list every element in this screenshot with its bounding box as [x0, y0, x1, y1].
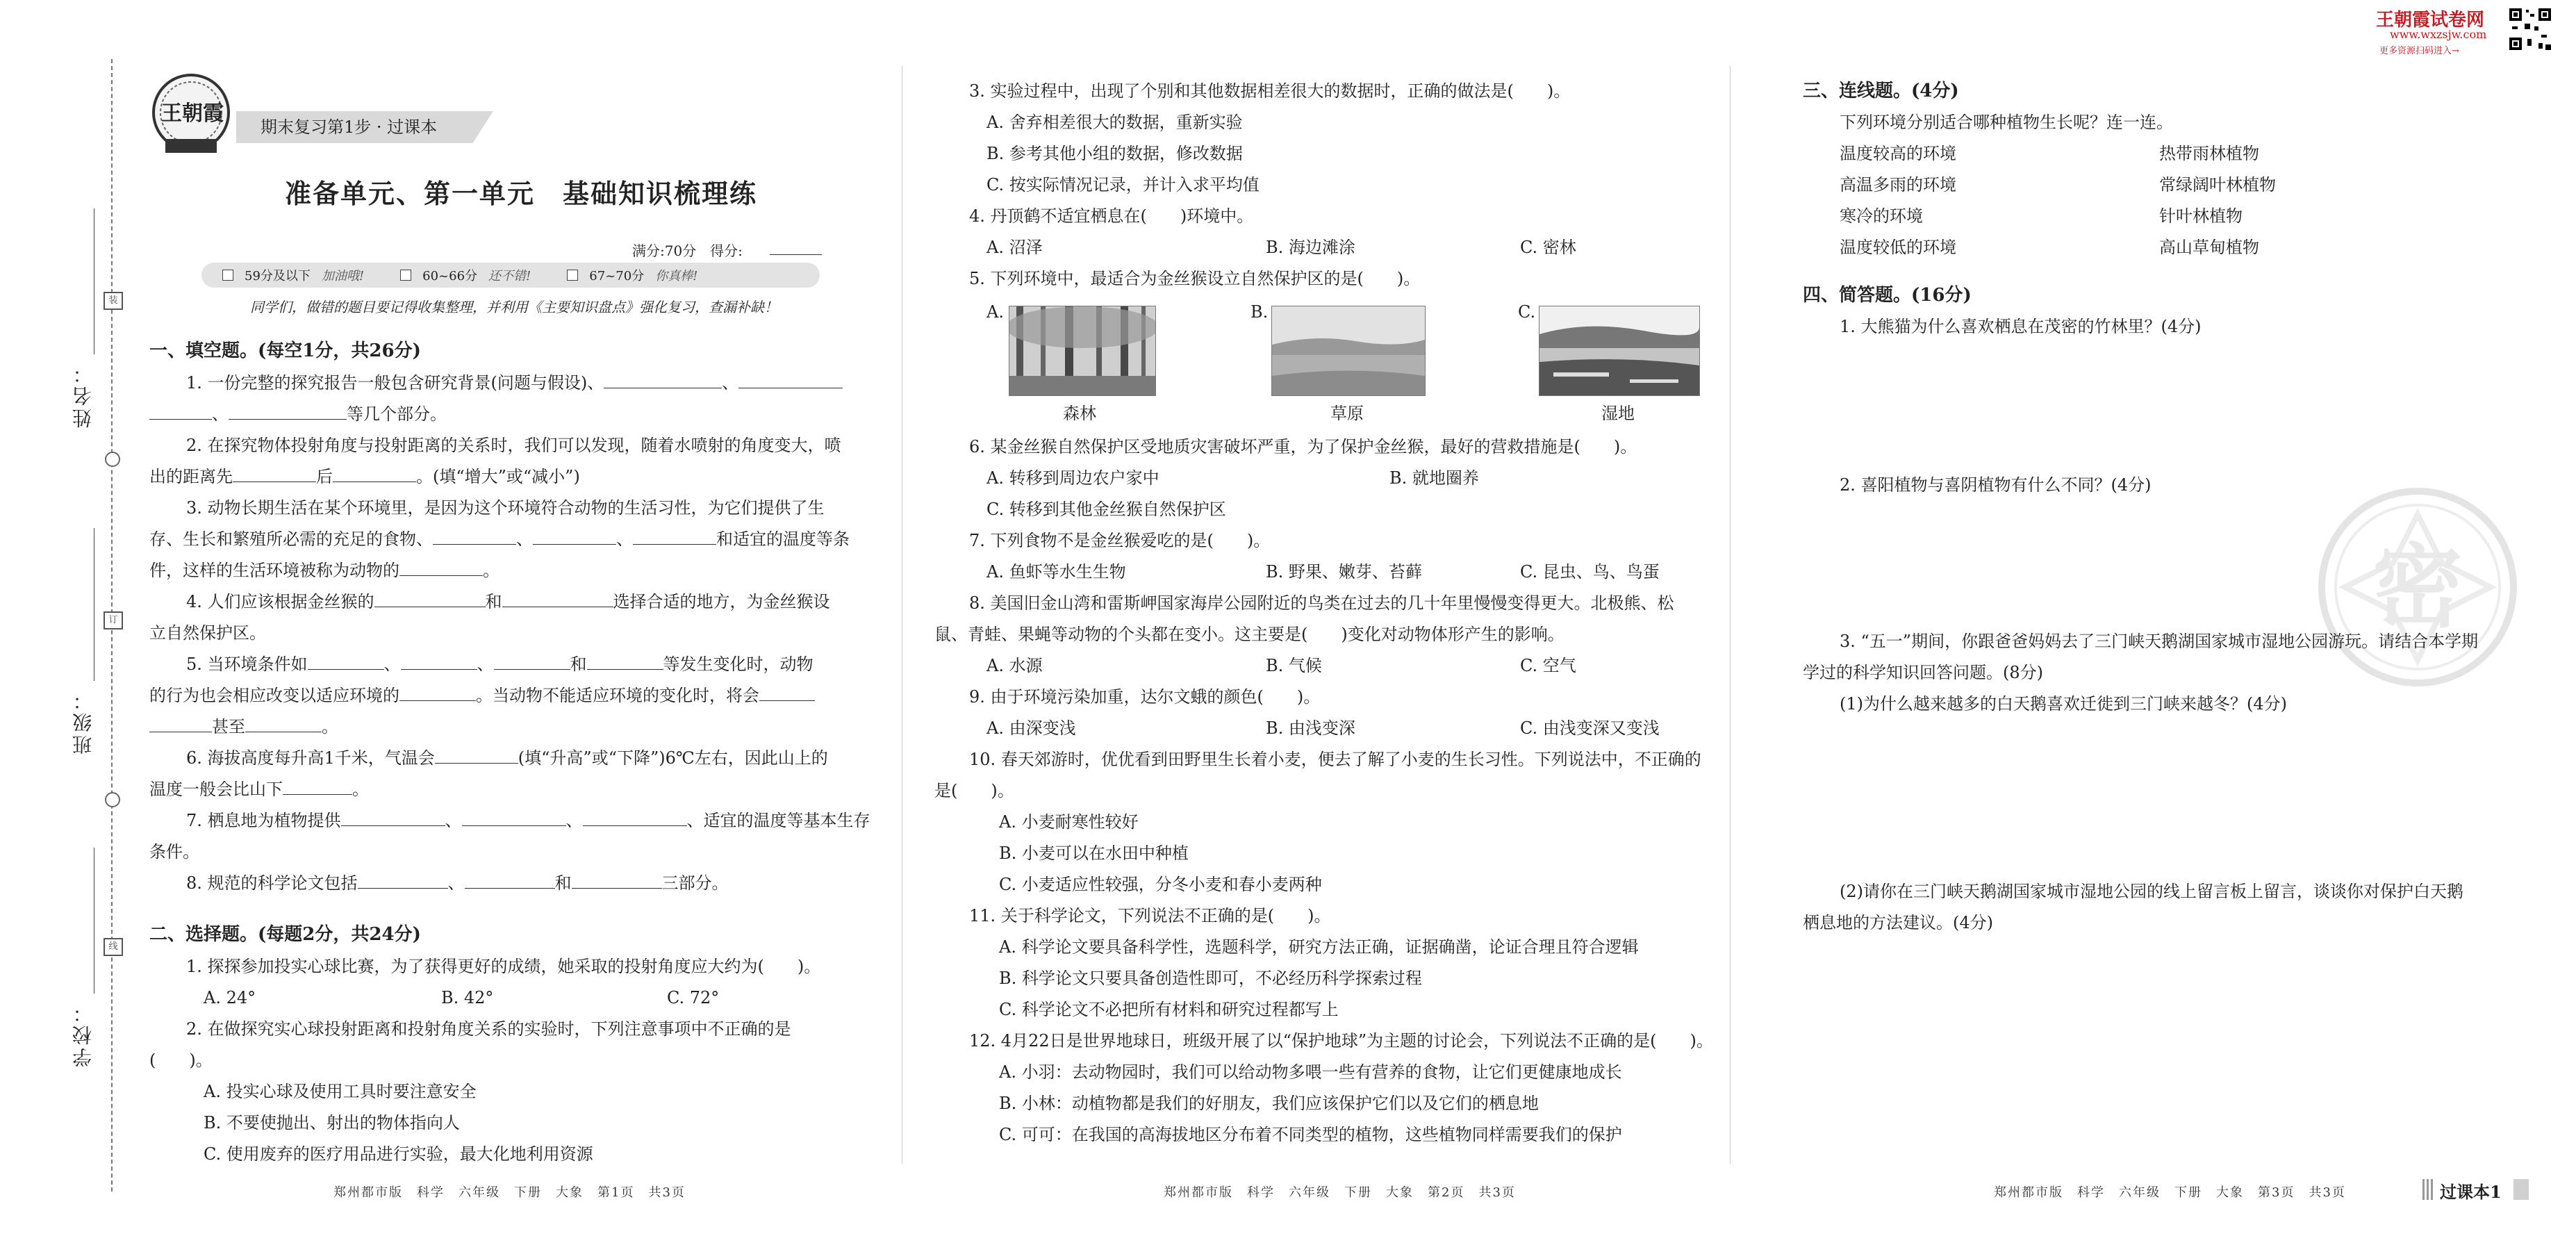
q7-line2: 条件。 — [149, 842, 199, 862]
grade-box[interactable] — [222, 270, 233, 281]
photo-caption: 湿地 — [1601, 404, 1635, 423]
step-label: 期末复习第1步 · 过课本 — [261, 117, 438, 137]
answer-blank[interactable] — [572, 874, 662, 889]
answer-blank[interactable] — [462, 812, 566, 826]
q7-line1: 7. 栖息地为植物提供 、 、 、适宜的温度等基本生存 — [186, 811, 870, 830]
q3-line2: 存、生长和繁殖所必需的充足的食物、 、 、 和适宜的温度等条 — [149, 529, 850, 549]
choice-q10-line1: 10. 春天郊游时，优优看到田野里生长着小麦，便去了解了小麦的生长习性。下列说法中，不正确的 — [969, 750, 1701, 769]
grade-comment: 还不错! — [488, 269, 531, 283]
choice-q2-line2: ( )。 — [149, 1051, 213, 1070]
answer-blank[interactable] — [465, 874, 555, 889]
answer-blank[interactable] — [433, 530, 516, 545]
answer-blank[interactable] — [229, 405, 347, 420]
choice-option[interactable]: B. 气候 — [1266, 656, 1322, 675]
matching-intro: 下列环境分别适合哪种植物生长呢？连一连。 — [1840, 113, 2173, 132]
q2-line2 — [149, 466, 580, 487]
q6-text: 6. 海拔高度每升高1千米，气温会 — [186, 748, 435, 768]
section-4-heading: 四、简答题。(16分) — [1803, 285, 1972, 306]
q2-text: 后 — [316, 467, 333, 486]
short-answer-q1: 1. 大熊猫为什么喜欢栖息在茂密的竹林里？(4分) — [1840, 317, 2202, 336]
q5-text: 。当动物不能适应环境的变化时，将会 — [476, 686, 759, 705]
answer-blank[interactable] — [308, 655, 384, 670]
choice-option[interactable]: C. 由浅变深又变浅 — [1520, 718, 1660, 738]
choice-option[interactable]: B. 野果、嫩芽、苔藓 — [1266, 562, 1422, 582]
q8-text: 8. 规范的科学论文包括 — [186, 873, 358, 893]
choice-option[interactable]: A. 转移到周边农户家中 — [986, 468, 1159, 488]
choice-option[interactable]: A. 24° — [204, 988, 256, 1007]
answer-blank[interactable] — [399, 561, 483, 576]
q2-text: 。(填“增大”或“减小”) — [416, 467, 580, 486]
answer-blank[interactable] — [149, 405, 212, 420]
q3-text: 件，这样的生活环境被称为动物的 — [149, 561, 399, 580]
choice-option[interactable]: A. 投实心球及使用工具时要注意安全 — [204, 1082, 477, 1101]
q3-line3: 件，这样的生活环境被称为动物的 。 — [149, 561, 499, 580]
matching-right-item[interactable]: 常绿阔叶林植物 — [2159, 175, 2276, 195]
matching-right-item[interactable]: 针叶林植物 — [2159, 206, 2243, 226]
choice-q8-line2: 鼠、青蛙、果蝇等动物的个头都在变小。这主要是( )变化对动物体形产生的影响。 — [934, 625, 1564, 644]
answer-blank[interactable] — [401, 655, 477, 670]
short-answer-q2: 2. 喜阳植物与喜阴植物有什么不同？(4分) — [1840, 475, 2152, 495]
choice-option[interactable]: B. 参考其他小组的数据，修改数据 — [986, 144, 1243, 163]
choice-q5: 5. 下列环境中，最适合为金丝猴设立自然保护区的是( )。 — [969, 269, 1421, 288]
footer-page-2: 郑州都市版 科学 六年级 下册 大象 第2页 共3页 — [1164, 1185, 1516, 1200]
q3-line1: 3. 动物长期生活在某个环境里，是因为这个环境符合动物的生活习性，为它们提供了生 — [186, 498, 825, 518]
choice-option[interactable]: A. 科学论文要具备科学性，选题科学，研究方法正确，证据确凿，论证合理且符合逻辑 — [999, 937, 1639, 957]
q5-text: 5. 当环境条件如 — [186, 655, 308, 674]
footer-tag: 过课本1 — [2440, 1182, 2502, 1202]
q2-line1: 2. 在探究物体投射角度与投射距离的关系时，我们可以发现，随着水喷射的角度变大，喷 — [186, 436, 841, 455]
choice-option[interactable]: B. 海边滩涂 — [1266, 238, 1355, 257]
choice-q11: 11. 关于科学论文，下列说法不正确的是( )。 — [969, 906, 1331, 925]
section-3-heading: 三、连线题。(4分) — [1803, 81, 1959, 101]
answer-blank[interactable] — [604, 374, 722, 388]
binding-mark: 装 — [104, 292, 123, 310]
q4-line1 — [186, 591, 830, 612]
choice-option[interactable]: C. — [1518, 302, 1536, 322]
q4-line2: 立自然保护区。 — [149, 623, 266, 643]
short-answer-q3-2-line2: 栖息地的方法建议。(4分) — [1803, 913, 1993, 932]
q5-text: 和 — [570, 655, 587, 674]
q3-text: 存、生长和繁殖所必需的充足的食物、 — [149, 529, 433, 549]
answer-blank[interactable] — [399, 686, 476, 701]
answer-blank[interactable] — [283, 780, 352, 795]
answer-blank[interactable] — [502, 593, 613, 607]
grade-box[interactable] — [567, 270, 578, 281]
punch-hole — [105, 452, 120, 467]
choice-q7: 7. 下列食物不是金丝猴爱吃的是( )。 — [969, 531, 1271, 550]
answer-blank[interactable] — [435, 749, 518, 764]
choice-option[interactable]: B. 科学论文只要具备创造性即可，不必经历科学探索过程 — [999, 969, 1422, 988]
choice-option[interactable]: C. 72° — [667, 988, 720, 1007]
matching-right-item[interactable]: 热带雨林植物 — [2159, 144, 2259, 163]
photo-caption: 森林 — [1063, 404, 1096, 423]
choice-option[interactable]: B. — [1250, 302, 1269, 322]
stamp-text: 密 — [2372, 534, 2463, 640]
footer-tag-bar — [2513, 1179, 2529, 1200]
wetland-photo — [1539, 306, 1700, 396]
choice-option[interactable]: A. 水源 — [986, 656, 1043, 675]
answer-blank[interactable] — [738, 374, 843, 388]
choice-option[interactable]: C. 小麦适应性较强，分冬小麦和春小麦两种 — [999, 875, 1322, 894]
answer-area[interactable] — [1840, 944, 2520, 1152]
page-title: 准备单元、第一单元 基础知识梳理练 — [285, 178, 758, 209]
choice-option[interactable]: C. 密林 — [1520, 238, 1576, 257]
answer-area[interactable] — [1840, 725, 2520, 864]
section-2-heading: 二、选择题。(每题2分，共24分) — [149, 924, 421, 945]
answer-blank[interactable] — [341, 812, 445, 826]
matching-left-item[interactable]: 温度较高的环境 — [1840, 144, 1956, 163]
q5-text: 等发生变化时，动物 — [663, 655, 814, 674]
school-label: 学校： — [72, 1001, 94, 1067]
footer-page-3: 郑州都市版 科学 六年级 下册 大象 第3页 共3页 — [1994, 1185, 2346, 1200]
grade-comment: 你真棒! — [655, 269, 698, 283]
q1-line2: 、 等几个部分。 — [149, 404, 447, 425]
q5-line1: 5. 当环境条件如 、 、 和 等发生变化时，动物 — [186, 655, 814, 674]
q8-text: 三部分。 — [661, 873, 729, 893]
choice-option[interactable]: A. 舍弃相差很大的数据，重新实验 — [986, 113, 1243, 132]
q6-text: 温度一般会比山下 — [149, 780, 283, 799]
answer-area[interactable] — [1840, 347, 2520, 466]
choice-option[interactable]: C. 可可：在我国的高海拔地区分布着不同类型的植物，这些植物同样需要我们的保护 — [999, 1125, 1622, 1144]
q7-text: 7. 栖息地为植物提供 — [186, 811, 341, 830]
grassland-photo — [1271, 306, 1426, 396]
photo-caption: 草原 — [1330, 404, 1364, 423]
q8-line: 8. 规范的科学论文包括 、 和 三部分。 — [186, 873, 729, 893]
answer-blank[interactable] — [587, 655, 663, 670]
choice-option[interactable]: B. 小林：动植物都是我们的好朋友，我们应该保护它们以及它们的栖息地 — [999, 1094, 1539, 1113]
choice-q9: 9. 由于环境污染加重，达尔文蛾的颜色( )。 — [969, 687, 1321, 707]
matching-left-item[interactable]: 寒冷的环境 — [1840, 206, 1923, 226]
answer-blank[interactable] — [245, 718, 322, 732]
qr-code[interactable] — [2508, 7, 2552, 51]
score-line: 满分:70分 得分: — [632, 242, 743, 259]
q1-text: 1. 一份完整的探究报告一般包含研究背景(问题与假设)、 — [186, 373, 604, 393]
choice-option[interactable]: B. 由浅变深 — [1266, 718, 1355, 738]
grade-comment: 加油哦! — [321, 269, 365, 283]
forest-photo — [1009, 306, 1156, 396]
answer-blank[interactable] — [494, 655, 570, 670]
answer-blank[interactable] — [533, 530, 616, 545]
answer-blank[interactable] — [374, 593, 486, 607]
short-answer-q3-line2: 学过的科学知识回答问题。(8分) — [1803, 663, 2043, 682]
answer-blank[interactable] — [149, 718, 212, 732]
binding-mark: 订 — [104, 611, 123, 629]
tip-text: 同学们，做错的题目要记得收集整理，并利用《主要知识盘点》强化复习，查漏补缺！ — [250, 299, 778, 315]
answer-blank[interactable] — [759, 686, 815, 701]
answer-blank[interactable] — [358, 874, 448, 889]
q6-line2: 温度一般会比山下 。 — [149, 780, 369, 799]
q4-text: 4. 人们应该根据金丝猴的 — [186, 592, 374, 611]
choice-option[interactable]: C. 转移到其他金丝猴自然保护区 — [986, 500, 1226, 519]
choice-q6: 6. 某金丝猴自然保护区受地质灾害破坏严重，为了保护金丝猴，最好的营救措施是( )。 — [969, 437, 1637, 456]
choice-q3: 3. 实验过程中，出现了个别和其他数据相差很大的数据时，正确的做法是( )。 — [969, 81, 1571, 101]
q4-text: 选择合适的地方，为金丝猴设 — [613, 592, 830, 611]
choice-option[interactable]: C. 空气 — [1520, 656, 1576, 675]
short-answer-q3-2-line1: (2)请你在三门峡天鹅湖国家城市湿地公园的线上留言板上留言，谈谈你对保护白天鹅 — [1840, 882, 2463, 901]
choice-option[interactable]: A. 小羽：去动物园时，我们可以给动物多喂一些有营养的食物，让它们更健康地成长 — [999, 1062, 1622, 1082]
grade-band-low: 59分及以下 — [245, 269, 311, 283]
answer-blank[interactable] — [233, 468, 316, 482]
brand-mark: 王朝霞试卷网 — [2376, 10, 2485, 31]
choice-option[interactable]: A. 由深变浅 — [986, 718, 1076, 738]
choice-option[interactable]: A. 鱼虾等水生生物 — [986, 562, 1126, 582]
grade-bands — [222, 265, 820, 286]
choice-q2-line1: 2. 在做探究实心球投射距离和投射角度关系的实验时，下列注意事项中不正确的是 — [186, 1019, 791, 1039]
short-answer-q3-1: (1)为什么越来越多的白天鹅喜欢迁徙到三门峡来越冬？(4分) — [1840, 694, 2287, 714]
choice-option[interactable]: A. — [986, 302, 1004, 322]
choice-option[interactable]: C. 昆虫、鸟、鸟蛋 — [1520, 562, 1660, 582]
choice-q4: 4. 丹顶鹤不适宜栖息在( )环境中。 — [969, 206, 1254, 226]
choice-option[interactable]: B. 不要使抛出、射出的物体指向人 — [204, 1113, 460, 1133]
q5-text: 的行为也会相应改变以适应环境的 — [149, 686, 399, 705]
q5-line3: 甚至 。 — [149, 716, 338, 737]
footer-page-1: 郑州都市版 科学 六年级 下册 大象 第1页 共3页 — [333, 1185, 686, 1200]
brand-url[interactable]: www.wxzsjw.com — [2390, 28, 2487, 41]
q7-text: 、适宜的温度等基本生存 — [686, 811, 870, 830]
grade-band-mid: 60~66分 — [422, 269, 478, 283]
choice-option[interactable]: B. 小麦可以在水田中种植 — [999, 843, 1189, 863]
choice-option[interactable]: A. 小麦耐寒性较好 — [999, 812, 1139, 832]
answer-blank[interactable] — [633, 530, 716, 545]
matching-left-item[interactable]: 高温多雨的环境 — [1840, 175, 1956, 195]
grade-box[interactable] — [400, 270, 411, 281]
q1-line1: 1. 一份完整的探究报告一般包含研究背景(问题与假设)、 、 — [186, 372, 843, 393]
choice-option[interactable]: B. 就地圈养 — [1389, 468, 1479, 488]
column-divider — [1730, 66, 1731, 1164]
answer-blank[interactable] — [583, 812, 687, 826]
footer-tag-marker — [2422, 1179, 2435, 1200]
short-answer-q3-line1: 3. “五一”期间，你跟爸爸妈妈去了三门峡天鹅湖国家城市湿地公园游玩。请结合本学期 — [1840, 632, 2479, 651]
choice-option[interactable]: C. 按实际情况记录，并计入求平均值 — [986, 175, 1260, 195]
choice-q8-line1: 8. 美国旧金山湾和雷斯岬国家海岸公园附近的鸟类在过去的几十年里慢慢变得更大。北极熊、松 — [969, 593, 1674, 613]
choice-option[interactable]: C. 使用废弃的医疗用品进行实验，最大化地利用资源 — [204, 1144, 593, 1164]
q5-text: 甚至 — [212, 717, 245, 736]
choice-q1: 1. 探探参加投实心球比赛，为了获得更好的成绩，她采取的投射角度应大约为( )。 — [186, 957, 821, 976]
matching-left-item[interactable]: 温度较低的环境 — [1840, 238, 1956, 257]
choice-q10-line2: 是( )。 — [934, 781, 1014, 800]
punch-hole — [105, 792, 120, 807]
score-blank[interactable] — [770, 254, 822, 255]
grade-band-high: 67~70分 — [589, 269, 645, 283]
q6-text: (填“升高”或“下降”)6℃左右，因此山上的 — [518, 748, 828, 768]
q5-line2 — [149, 685, 815, 706]
logo-text: 王朝霞 — [161, 101, 224, 126]
answer-blank[interactable] — [333, 468, 416, 482]
section-1-heading: 一、填空题。(每空1分，共26分) — [149, 340, 421, 361]
q4-text: 和 — [485, 592, 502, 611]
q3-text: 和适宜的温度等条 — [716, 529, 850, 549]
q6-line1 — [186, 748, 828, 768]
matching-right-item[interactable]: 高山草甸植物 — [2159, 238, 2259, 257]
q8-text: 和 — [554, 873, 572, 893]
brand-tagline: 更多资源扫码进入→ — [2379, 46, 2459, 56]
binding-mark: 线 — [104, 938, 123, 956]
choice-option[interactable]: B. 42° — [441, 988, 494, 1007]
name-label: 姓名： — [72, 361, 94, 428]
choice-q12: 12. 4月22日是世界地球日，班级开展了以“保护地球”为主题的讨论会，下列说法不正确的是( )。 — [969, 1031, 1713, 1051]
q1-text: 等几个部分。 — [347, 404, 447, 424]
class-label: 班级： — [72, 688, 94, 755]
q2-text: 出的距离先 — [149, 467, 233, 486]
choice-option[interactable]: C. 科学论文不必把所有材料和研究过程都写上 — [999, 1000, 1339, 1019]
choice-option[interactable]: A. 沼泽 — [986, 238, 1043, 257]
